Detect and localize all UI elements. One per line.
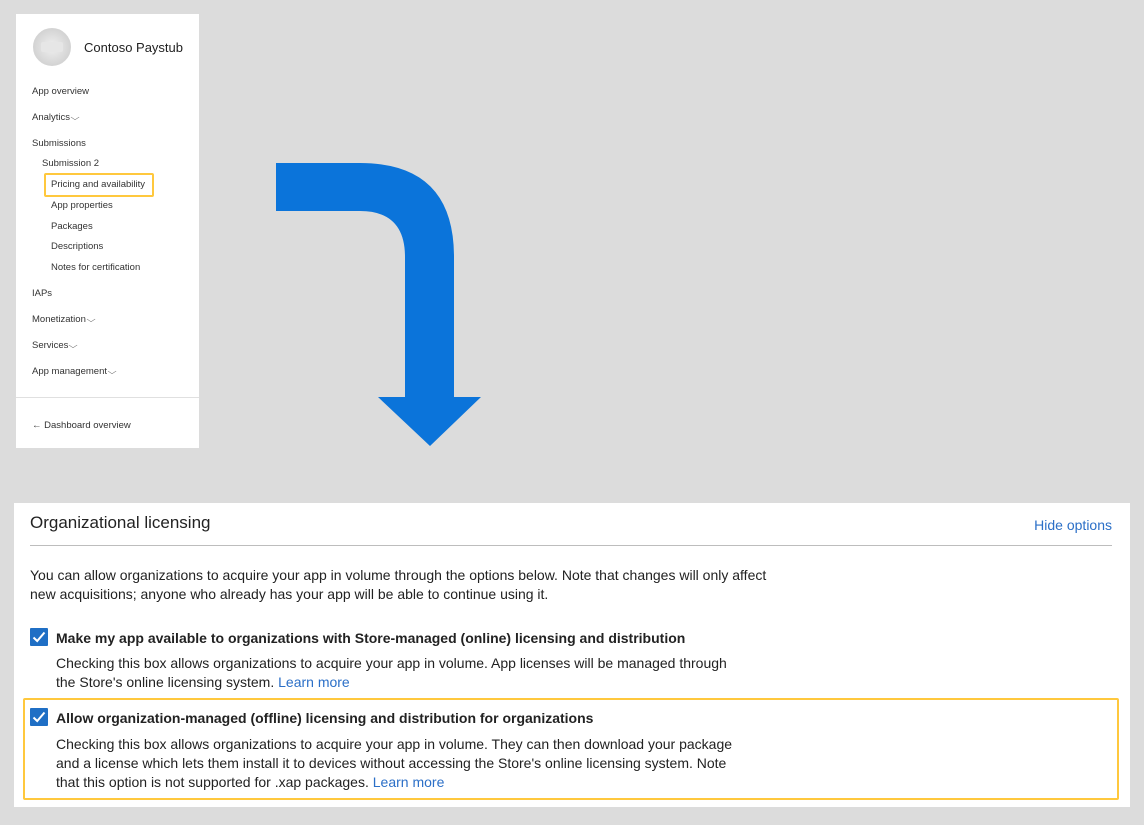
intro-text: You can allow organizations to acquire your app in volume through the options below. Note that changes will only affect new acquisitions; anyone who already has your app will be able to continue using it.	[30, 567, 767, 602]
store-managed-licensing-checkbox[interactable]	[30, 628, 48, 646]
learn-more-link[interactable]: Learn more	[372, 774, 445, 790]
app-name: Contoso Paystub	[84, 39, 184, 55]
nav-item-iaps[interactable]: IAPs	[32, 288, 53, 299]
chevron-down-icon: ⌵	[68, 341, 79, 350]
hide-options-link[interactable]: Hide options	[1034, 517, 1112, 533]
store-managed-licensing-description	[56, 654, 746, 692]
checkmark-icon	[32, 631, 46, 643]
dashboard-overview-label: Dashboard overview	[44, 420, 131, 431]
store-managed-description-text: Checking this box allows organizations to acquire your app in volume. App licenses will be managed through the Store's online licensing system.	[56, 655, 727, 690]
org-managed-description-text: Checking this box allows organizations to acquire your app in volume. They can then download your package and a license which lets them install it to devices without accessing the Store's online licensing system. Note that this option is not supported for .xap packages.	[56, 736, 733, 790]
nav-item-analytics-label: Analytics	[32, 112, 71, 123]
panel-title: Organizational licensing	[30, 513, 211, 532]
nav-item-notes-for-certification[interactable]: Notes for certification	[51, 262, 141, 273]
nav-item-submissions[interactable]: Submissions	[32, 138, 86, 149]
store-managed-licensing-label[interactable]: Make my app available to organizations with Store-managed (online) licensing and distribution	[56, 630, 686, 646]
organizational-licensing-panel	[14, 503, 1130, 807]
nav-item-services-label: Services	[32, 340, 69, 351]
learn-more-link[interactable]: Learn more	[278, 674, 350, 690]
nav-item-monetization-label: Monetization	[32, 314, 86, 325]
highlight-frame-offline-option	[23, 698, 1119, 800]
nav-item-app-overview[interactable]: App overview	[32, 86, 90, 97]
chevron-down-icon: ⌵	[86, 315, 96, 324]
org-managed-licensing-label[interactable]: Allow organization-managed (offline) licensing and distribution for organizations	[56, 710, 594, 726]
nav-item-app-management-label: App management	[32, 366, 107, 377]
nav-item-app-properties[interactable]: App properties	[51, 200, 113, 211]
arrow-left-icon: ←	[32, 420, 42, 431]
nav-item-descriptions[interactable]: Descriptions	[51, 241, 104, 252]
panel-divider	[30, 545, 1112, 546]
nav-item-packages[interactable]: Packages	[51, 221, 93, 232]
nav-item-submission-2[interactable]: Submission 2	[42, 158, 100, 169]
nav-item-pricing-and-availability[interactable]: Pricing and availability	[51, 179, 145, 190]
chevron-down-icon: ⌵	[107, 367, 117, 376]
chevron-down-icon: ⌵	[70, 113, 80, 122]
